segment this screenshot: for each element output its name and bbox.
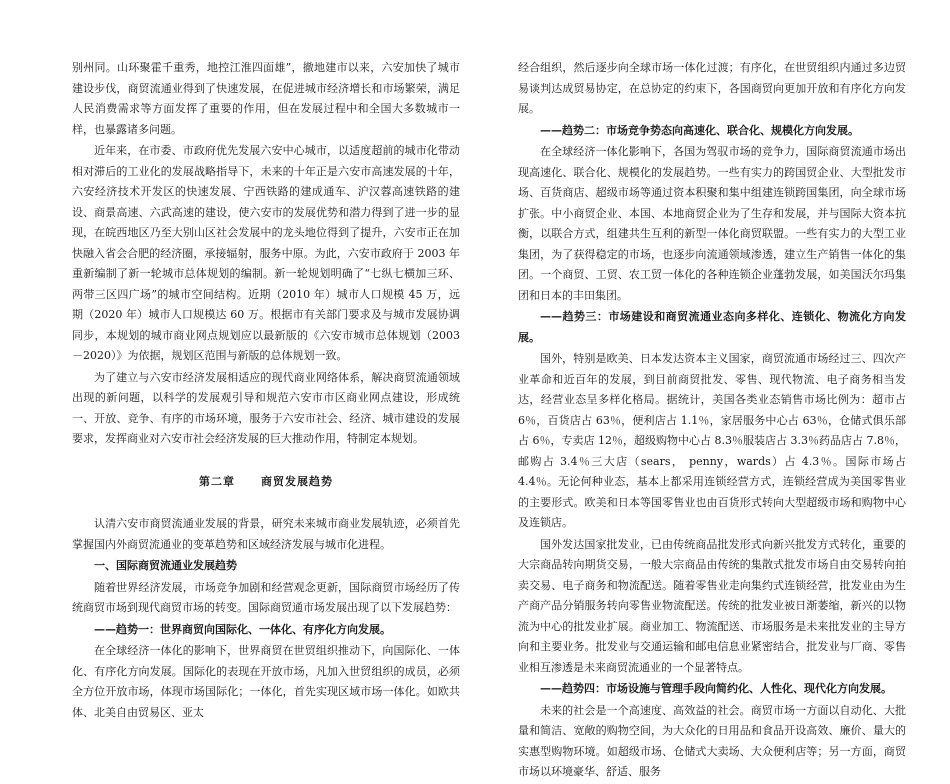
trend-heading: ——趋势四：市场设施与管理手段向简约化、人性化、现代化方向发展。 <box>540 682 892 695</box>
chapter-title: 商贸发展趋势 <box>261 474 333 488</box>
chapter-number: 第二章 <box>199 474 235 488</box>
left-column <box>72 58 460 724</box>
paragraph: 在全球经济一体化的影响下，世界商贸在世贸组织推动下，向国际化、一体化、有序化方向发展。国际化的表现在开放市场，凡加入世贸组织的成员，必须全方位开放市场，体现市场国际化；一体化，首先实现区域市场一体化。如欧共体、北美自由贸易区、亚太 <box>72 644 460 719</box>
trend-heading: ——趋势二：市场竞争势态向高速化、联合化、规模化方向发展。 <box>540 123 859 137</box>
paragraph: 随着世界经济发展，市场竞争加剧和经营观念更新，国际商贸市场经历了传统商贸市场到现代商贸市场的转变。国际商贸通市场发展出现了以下发展趋势： <box>72 580 460 614</box>
trend-heading: ——趋势一：世界商贸向国际化、一体化、有序化方向发展。 <box>94 622 391 636</box>
chapter-heading <box>72 472 460 493</box>
paragraph: 未来的社会是一个高速度、高效益的社会。商贸市场一方面以自动化、大批量和简洁、宽敞的购物空间，为大众化的日用品和食品开设高效、廉价、量大的实惠型购物环境。如超级市场、仓储式大卖场、大众便利店等；另一方面，商贸市场以环境豪华、舒适、服务 <box>518 703 906 778</box>
paragraph: 别州同。山环聚霍千重秀，地控江淮四面雄”，撤地建市以来，六安加快了城市建设步伐，商贸流通业得到了快速发展，在促进城市经济增长和市场繁荣，满足人民消费需求等方面发挥了重要的作用，但在发展过程中和全国大多数城市一样，也暴露诸多问题。 <box>72 61 460 136</box>
paragraph: 为了建立与六安市经济发展相适应的现代商业网络体系，解决商贸流通领域出现的新问题，以科学的发展观引导和规范六安市市区商业网点建设，形成统一、开放、竞争、有序的市场环境，服务于六安市社会、经济、城市建设的发展要求，发挥商业对六安市社会经济发展的巨大推动作用，特制定本规划。 <box>72 370 460 445</box>
right-column <box>518 58 906 784</box>
paragraph: 国外发达国家批发业，已由传统商品批发形式向新兴批发方式转化，重要的大宗商品转向期货交易，一般大宗商品由传统的集散式批发市场自由交易转向拍卖交易、电子商务和物流配送。随着零售业走向集约式连锁经营，批发业由为生产商产品分销服务转向零售业物流配送。传统的批发业被日渐萎缩，新兴的以物流为中心的批发业扩展。商业加工、物流配送、市场服务是未来批发业的主导方向和主要业务。批发业与交通运输和邮电信息业紧密结合，批发业与厂商、零售业相互渗透是未来商贸流通业的一个显著特点。 <box>518 537 906 674</box>
paragraph: 近年来，在市委、市政府优先发展六安中心城市，以适度超前的城市化带动相对滞后的工业化的发展战略指导下，未来的十年正是六安市高速发展的十年，六安经济技术开发区的快速发展、宁西铁路的建成通车、沪汉蓉高速铁路的建设、商景高速、六武高速的建设，使六安市的发展优势和潜力得到了进一步的显现，在皖西地区乃至大别山区社会发展中的龙头地位得到了提升，六安市正在加快融入省会合肥的经济圈，承接辐射，服务中原。为此，六安市政府于 2003 年重新编制了新一轮城市总体规划的编制。新一轮规划明确了“七纵七横加三环、两带三区四广场”的城市空间结构。近期（2010 年）城市人口规模 45 万，远期（2020 年）城市人口规模达 60 万。根据市有关部门要求及与城市发展协调同步，本规划的城市商业网点规划应以最新版的《六安市城市总体规划（2003－2020）》为依据，规划区范围与新版的总体规划一致。 <box>72 144 460 362</box>
trend-heading: ——趋势三：市场建设和商贸流通业态向多样化、连锁化、物流化方向发展。 <box>518 310 906 344</box>
paragraph: 在全球经济一体化影响下，各国为驾驭市场的竞争力，国际商贸流通市场出现高速化、联合化、规模化的发展趋势。一些有实力的跨国贸企业、大型批发市场、百货商店、超级市场等通过资本积聚和集中组建连锁跨国集团，向全球市场扩张。中小商贸企业、本国、本地商贸企业为了生存和发展，并与国际大资本抗衡，以联合方式，组建共生互利的新型一体化商贸联盟。一些有实力的大型工业集团，为了获得稳定的市场，也逐步向流通领域渗透，建立生产销售一体化的集团。一个商贸、工贸、农工贸一体化的各种连锁企业蓬勃发展，如美国沃尔玛集团和日本的丰田集团。 <box>518 145 906 302</box>
paragraph: 认清六安市商贸流通业发展的背景，研究未来城市商业发展轨迹，必须首先掌握国内外商贸流通业的变革趋势和区域经济发展与城市化进程。 <box>72 517 460 551</box>
section-heading: 一、国际商贸流通业发展趋势 <box>94 559 237 572</box>
paragraph: 经合组织，然后逐步向全球市场一体化过渡；有序化，在世贸组织内通过多边贸易谈判达成贸易协定，在总协定的约束下，各国商贸向更加开放和有序化方向发展。 <box>518 61 906 115</box>
paragraph: 国外，特别是欧美、日本发达资本主义国家，商贸流通市场经过三、四次产业革命和近百年的发展，到目前商贸批发、零售、现代物流、电子商务相当发达，经营业态呈多样化格局。据统计，美国各类业态销售市场比例为：超市占 6％，百货店占 63％，便利店占 1.1％，家居服务中心占 63％，仓储式俱乐部占 6％，专卖店 12％，超级购物中心占 8.3％服装店占 3.3％药品店占 7.8％，邮购占 3.4％三大店（sears， penny，wards）占 4.3％。国际市场占 4.4％。无论何种业态，基本上都采用连锁经营方式，连锁经营成为美国零售业的主要形式。欧美和日本等国零售业也由百货形式转向大型超级市场和购物中心及连锁店。 <box>518 352 906 529</box>
